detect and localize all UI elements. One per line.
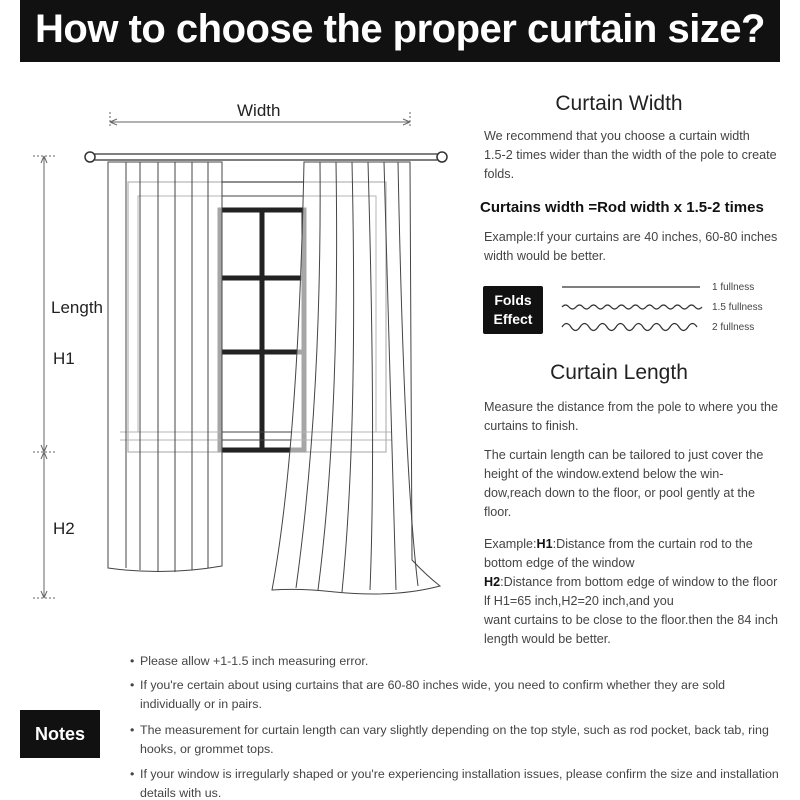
note-item: • If you're certain about using curtains that are 60-80 inches wide, you need to confirm whether they are sold individually or in pairs.	[130, 678, 726, 711]
folds-effect-badge: Folds Effect	[483, 286, 543, 334]
curtain-width-heading: Curtain Width	[555, 92, 683, 115]
h2-label: H2	[53, 519, 75, 538]
length-example: Example:H1:Distance from the curtain rod to the bottom edge of the window H2:Distance from bottom edge of window to the floor lf H1=65 inch,H2=20 inch,and you want curtains to be close to the floor.then the 84 inch length would be better.	[484, 537, 779, 646]
length-tailor-text: The curtain length can be tailored to just cover the height of the window.extend below the win- dow,reach down to the floor, or pool gently at the floor.	[484, 448, 764, 519]
fold-label-1-5: 1.5 fullness	[712, 302, 763, 313]
length-measure-text: Measure the distance from the pole to where you the curtains to finish.	[484, 400, 779, 433]
width-recommendation: We recommend that you choose a curtain width 1.5-2 times wider than the width of the pole to create folds.	[484, 129, 777, 181]
note-item: • Please allow +1-1.5 inch measuring error.	[130, 654, 369, 668]
left-curtain-panel	[108, 162, 222, 572]
folds-effect-lines	[560, 280, 705, 336]
right-curtain-panel	[272, 162, 440, 594]
note-item: • If your window is irregularly shaped or you're experiencing installation issues, please confirm the size and installation details with us.	[130, 767, 779, 800]
fold-line-2	[562, 324, 697, 331]
fold-label-1: 1 fullness	[712, 282, 755, 293]
width-formula: Curtains width =Rod width x 1.5-2 times	[480, 199, 764, 216]
width-label: Width	[237, 101, 281, 120]
fold-label-2: 2 fullness	[712, 322, 755, 333]
notes-badge: Notes	[20, 710, 100, 758]
note-item: • The measurement for curtain length can vary slightly depending on the top style, such as rod pocket, back tab, ring hooks, or grommet tops.	[130, 723, 769, 756]
page-title: How to choose the proper curtain size?	[20, 0, 780, 62]
h1-label: H1	[53, 349, 75, 368]
fold-line-1-5	[562, 305, 702, 309]
curtain-rod	[85, 152, 447, 162]
length-label: Length	[51, 298, 103, 317]
curtain-length-heading: Curtain Length	[550, 361, 688, 384]
width-example: Example:If your curtains are 40 inches, 60-80 inches width would be better.	[484, 230, 778, 263]
